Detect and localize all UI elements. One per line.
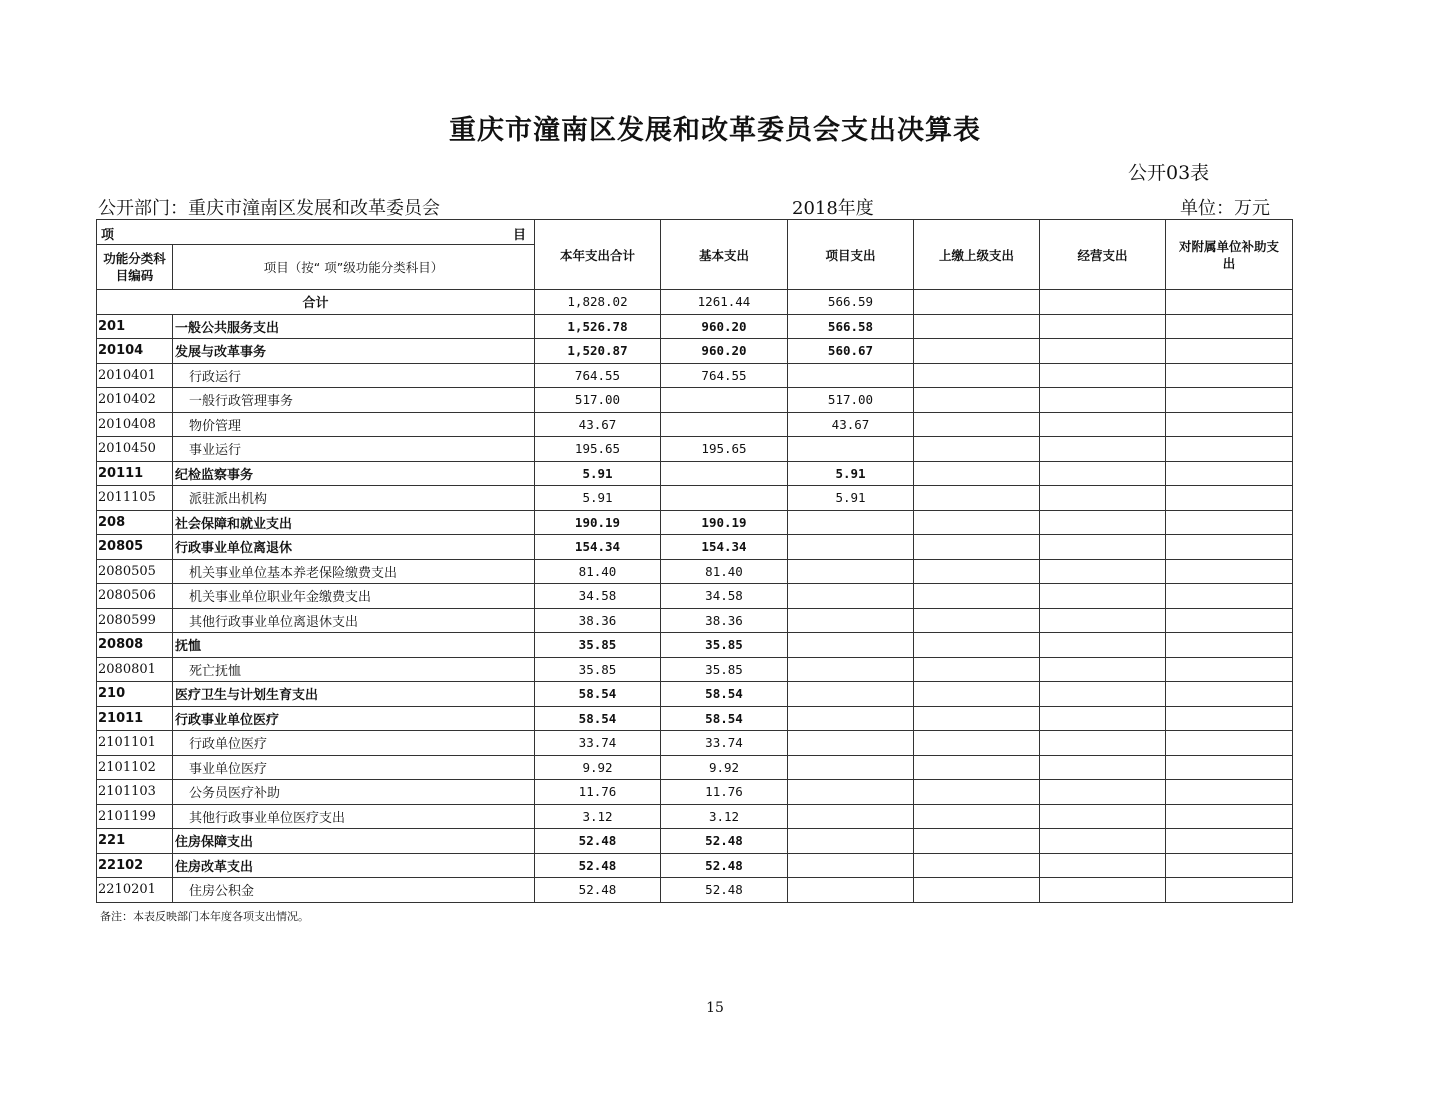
cell-operating — [1040, 804, 1166, 829]
table-row — [97, 633, 1293, 658]
cell-project: 517.00 — [788, 388, 914, 413]
cell-total: 34.58 — [535, 584, 661, 609]
cell-total: 35.85 — [535, 657, 661, 682]
cell-subsidy — [1166, 878, 1293, 903]
cell-upper — [914, 584, 1040, 609]
cell-code: 210 — [97, 682, 173, 707]
total-cell-project: 566.59 — [788, 290, 914, 315]
cell-total: 1,520.87 — [535, 339, 661, 364]
cell-operating — [1040, 437, 1166, 462]
cell-subsidy — [1166, 731, 1293, 756]
cell-total: 81.40 — [535, 559, 661, 584]
cell-operating — [1040, 780, 1166, 805]
cell-name: 行政事业单位医疗 — [173, 706, 535, 731]
cell-code: 2010402 — [97, 388, 173, 413]
table-row — [97, 804, 1293, 829]
cell-basic: 9.92 — [661, 755, 788, 780]
table-number: 公开03表 — [1128, 162, 1210, 184]
cell-operating — [1040, 682, 1166, 707]
cell-total: 52.48 — [535, 853, 661, 878]
cell-operating — [1040, 608, 1166, 633]
cell-project — [788, 755, 914, 780]
cell-code: 21011 — [97, 706, 173, 731]
cell-operating — [1040, 363, 1166, 388]
cell-upper — [914, 878, 1040, 903]
cell-basic: 34.58 — [661, 584, 788, 609]
cell-upper — [914, 412, 1040, 437]
cell-name: 一般公共服务支出 — [173, 314, 535, 339]
cell-operating — [1040, 388, 1166, 413]
year-label: 2018年度 — [792, 198, 874, 219]
table-row — [97, 608, 1293, 633]
total-cell-subsidy — [1166, 290, 1293, 315]
cell-project — [788, 878, 914, 903]
cell-name: 社会保障和就业支出 — [173, 510, 535, 535]
cell-basic: 764.55 — [661, 363, 788, 388]
cell-total: 517.00 — [535, 388, 661, 413]
cell-upper — [914, 755, 1040, 780]
table-row — [97, 853, 1293, 878]
department-label: 公开部门：重庆市潼南区发展和改革委员会 — [98, 198, 440, 219]
cell-subsidy — [1166, 780, 1293, 805]
cell-name: 行政单位医疗 — [173, 731, 535, 756]
cell-project — [788, 510, 914, 535]
cell-name: 行政事业单位离退休 — [173, 535, 535, 560]
cell-project — [788, 559, 914, 584]
cell-upper — [914, 486, 1040, 511]
cell-total: 38.36 — [535, 608, 661, 633]
cell-project: 5.91 — [788, 461, 914, 486]
cell-upper — [914, 363, 1040, 388]
cell-code: 2080801 — [97, 657, 173, 682]
cell-operating — [1040, 584, 1166, 609]
cell-upper — [914, 461, 1040, 486]
cell-subsidy — [1166, 804, 1293, 829]
cell-subsidy — [1166, 829, 1293, 854]
cell-project — [788, 535, 914, 560]
cell-upper — [914, 682, 1040, 707]
table-row — [97, 437, 1293, 462]
cell-code: 20111 — [97, 461, 173, 486]
cell-code: 22102 — [97, 853, 173, 878]
total-cell-basic: 1261.44 — [661, 290, 788, 315]
cell-total: 5.91 — [535, 461, 661, 486]
cell-basic: 190.19 — [661, 510, 788, 535]
cell-code: 2010408 — [97, 412, 173, 437]
cell-name: 公务员医疗补助 — [173, 780, 535, 805]
cell-name: 住房保障支出 — [173, 829, 535, 854]
table-row — [97, 412, 1293, 437]
table-row — [97, 829, 1293, 854]
cell-subsidy — [1166, 608, 1293, 633]
cell-basic: 58.54 — [661, 706, 788, 731]
cell-project: 566.58 — [788, 314, 914, 339]
total-cell-operating — [1040, 290, 1166, 315]
total-cell-upper — [914, 290, 1040, 315]
cell-name: 纪检监察事务 — [173, 461, 535, 486]
table-row — [97, 486, 1293, 511]
cell-code: 2101101 — [97, 731, 173, 756]
cell-basic: 35.85 — [661, 633, 788, 658]
cell-operating — [1040, 657, 1166, 682]
cell-basic: 154.34 — [661, 535, 788, 560]
cell-project — [788, 829, 914, 854]
cell-code: 2210201 — [97, 878, 173, 903]
cell-operating — [1040, 755, 1166, 780]
header-basic: 基本支出 — [661, 220, 788, 290]
cell-name: 派驻派出机构 — [173, 486, 535, 511]
cell-total: 195.65 — [535, 437, 661, 462]
cell-basic: 33.74 — [661, 731, 788, 756]
cell-upper — [914, 314, 1040, 339]
header-project: 项目支出 — [788, 220, 914, 290]
cell-name: 机关事业单位基本养老保险缴费支出 — [173, 559, 535, 584]
cell-operating — [1040, 829, 1166, 854]
header-subsidy: 对附属单位补助支出 — [1166, 220, 1293, 290]
cell-project — [788, 608, 914, 633]
cell-operating — [1040, 535, 1166, 560]
table-note: 备注：本表反映部门本年度各项支出情况。 — [100, 910, 309, 923]
cell-project — [788, 584, 914, 609]
cell-total: 52.48 — [535, 878, 661, 903]
cell-total: 33.74 — [535, 731, 661, 756]
cell-code: 2010450 — [97, 437, 173, 462]
cell-total: 58.54 — [535, 682, 661, 707]
table-row — [97, 559, 1293, 584]
cell-subsidy — [1166, 314, 1293, 339]
cell-basic — [661, 461, 788, 486]
cell-code: 2080506 — [97, 584, 173, 609]
table-row — [97, 510, 1293, 535]
table-row — [97, 535, 1293, 560]
cell-upper — [914, 535, 1040, 560]
cell-upper — [914, 559, 1040, 584]
cell-code: 20104 — [97, 339, 173, 364]
cell-operating — [1040, 731, 1166, 756]
cell-subsidy — [1166, 437, 1293, 462]
page-number: 15 — [706, 1000, 724, 1016]
cell-code: 2101199 — [97, 804, 173, 829]
cell-name: 其他行政事业单位离退休支出 — [173, 608, 535, 633]
cell-upper — [914, 829, 1040, 854]
cell-basic — [661, 486, 788, 511]
expenditure-table — [96, 219, 1293, 903]
cell-upper — [914, 633, 1040, 658]
cell-total: 58.54 — [535, 706, 661, 731]
cell-name: 住房改革支出 — [173, 853, 535, 878]
page-title: 重庆市潼南区发展和改革委员会支出决算表 — [449, 115, 981, 146]
cell-basic: 52.48 — [661, 878, 788, 903]
cell-total: 3.12 — [535, 804, 661, 829]
cell-name: 抚恤 — [173, 633, 535, 658]
cell-name: 机关事业单位职业年金缴费支出 — [173, 584, 535, 609]
cell-subsidy — [1166, 853, 1293, 878]
table-row — [97, 388, 1293, 413]
cell-subsidy — [1166, 461, 1293, 486]
cell-subsidy — [1166, 535, 1293, 560]
cell-code: 2101103 — [97, 780, 173, 805]
cell-upper — [914, 731, 1040, 756]
cell-total: 11.76 — [535, 780, 661, 805]
cell-upper — [914, 388, 1040, 413]
cell-subsidy — [1166, 633, 1293, 658]
cell-operating — [1040, 412, 1166, 437]
cell-project: 5.91 — [788, 486, 914, 511]
cell-total: 764.55 — [535, 363, 661, 388]
total-label: 合计 — [97, 290, 535, 315]
cell-project — [788, 657, 914, 682]
cell-total: 9.92 — [535, 755, 661, 780]
table-row — [97, 755, 1293, 780]
cell-total: 35.85 — [535, 633, 661, 658]
cell-name: 物价管理 — [173, 412, 535, 437]
table-row — [97, 363, 1293, 388]
cell-basic: 195.65 — [661, 437, 788, 462]
cell-basic: 52.48 — [661, 853, 788, 878]
cell-basic — [661, 412, 788, 437]
header-mu: 目 — [512, 228, 526, 243]
cell-name: 其他行政事业单位医疗支出 — [173, 804, 535, 829]
header-xiang-mu — [97, 220, 535, 245]
cell-project — [788, 437, 914, 462]
cell-operating — [1040, 559, 1166, 584]
cell-code: 2010401 — [97, 363, 173, 388]
cell-operating — [1040, 633, 1166, 658]
total-cell-total: 1,828.02 — [535, 290, 661, 315]
cell-project — [788, 853, 914, 878]
cell-name: 行政运行 — [173, 363, 535, 388]
cell-name: 一般行政管理事务 — [173, 388, 535, 413]
cell-total: 154.34 — [535, 535, 661, 560]
cell-total: 52.48 — [535, 829, 661, 854]
header-name: 项目（按“ 项”级功能分类科目） — [173, 245, 535, 290]
cell-operating — [1040, 706, 1166, 731]
cell-basic: 81.40 — [661, 559, 788, 584]
cell-basic: 52.48 — [661, 829, 788, 854]
cell-basic — [661, 388, 788, 413]
cell-code: 201 — [97, 314, 173, 339]
cell-subsidy — [1166, 510, 1293, 535]
cell-upper — [914, 780, 1040, 805]
cell-basic: 58.54 — [661, 682, 788, 707]
cell-basic: 3.12 — [661, 804, 788, 829]
header-operating: 经营支出 — [1040, 220, 1166, 290]
unit-label: 单位：万元 — [1180, 198, 1270, 219]
cell-basic: 960.20 — [661, 339, 788, 364]
cell-project — [788, 633, 914, 658]
header-code: 功能分类科目编码 — [97, 245, 173, 290]
cell-upper — [914, 853, 1040, 878]
cell-code: 20805 — [97, 535, 173, 560]
header-upper: 上缴上级支出 — [914, 220, 1040, 290]
cell-upper — [914, 510, 1040, 535]
cell-operating — [1040, 486, 1166, 511]
cell-name: 事业单位医疗 — [173, 755, 535, 780]
cell-project: 560.67 — [788, 339, 914, 364]
cell-total: 5.91 — [535, 486, 661, 511]
table-row — [97, 314, 1293, 339]
cell-operating — [1040, 461, 1166, 486]
total-row — [97, 290, 1293, 315]
cell-name: 发展与改革事务 — [173, 339, 535, 364]
cell-project — [788, 363, 914, 388]
cell-operating — [1040, 853, 1166, 878]
cell-upper — [914, 339, 1040, 364]
cell-upper — [914, 657, 1040, 682]
cell-project — [788, 731, 914, 756]
cell-project — [788, 780, 914, 805]
table-row — [97, 584, 1293, 609]
cell-subsidy — [1166, 584, 1293, 609]
cell-total: 1,526.78 — [535, 314, 661, 339]
header-total: 本年支出合计 — [535, 220, 661, 290]
cell-subsidy — [1166, 339, 1293, 364]
cell-project: 43.67 — [788, 412, 914, 437]
cell-subsidy — [1166, 412, 1293, 437]
cell-basic: 35.85 — [661, 657, 788, 682]
cell-project — [788, 682, 914, 707]
cell-name: 事业运行 — [173, 437, 535, 462]
cell-name: 医疗卫生与计划生育支出 — [173, 682, 535, 707]
table-row — [97, 878, 1293, 903]
cell-upper — [914, 608, 1040, 633]
cell-subsidy — [1166, 363, 1293, 388]
cell-code: 221 — [97, 829, 173, 854]
cell-subsidy — [1166, 682, 1293, 707]
cell-basic: 960.20 — [661, 314, 788, 339]
table-row — [97, 461, 1293, 486]
cell-name: 死亡抚恤 — [173, 657, 535, 682]
cell-subsidy — [1166, 388, 1293, 413]
cell-basic: 38.36 — [661, 608, 788, 633]
cell-operating — [1040, 510, 1166, 535]
cell-code: 2101102 — [97, 755, 173, 780]
cell-code: 2080505 — [97, 559, 173, 584]
cell-subsidy — [1166, 706, 1293, 731]
cell-name: 住房公积金 — [173, 878, 535, 903]
cell-upper — [914, 804, 1040, 829]
cell-code: 2080599 — [97, 608, 173, 633]
table-row — [97, 706, 1293, 731]
cell-total: 190.19 — [535, 510, 661, 535]
cell-code: 20808 — [97, 633, 173, 658]
table-row — [97, 657, 1293, 682]
cell-subsidy — [1166, 755, 1293, 780]
cell-project — [788, 804, 914, 829]
cell-subsidy — [1166, 486, 1293, 511]
header-xiang: 项 — [101, 228, 115, 243]
table-row — [97, 339, 1293, 364]
cell-code: 2011105 — [97, 486, 173, 511]
cell-upper — [914, 706, 1040, 731]
cell-operating — [1040, 314, 1166, 339]
cell-subsidy — [1166, 559, 1293, 584]
cell-subsidy — [1166, 657, 1293, 682]
cell-total: 43.67 — [535, 412, 661, 437]
cell-code: 208 — [97, 510, 173, 535]
table-row — [97, 682, 1293, 707]
cell-basic: 11.76 — [661, 780, 788, 805]
table-row — [97, 731, 1293, 756]
table-row — [97, 780, 1293, 805]
cell-operating — [1040, 339, 1166, 364]
cell-operating — [1040, 878, 1166, 903]
cell-upper — [914, 437, 1040, 462]
cell-project — [788, 706, 914, 731]
